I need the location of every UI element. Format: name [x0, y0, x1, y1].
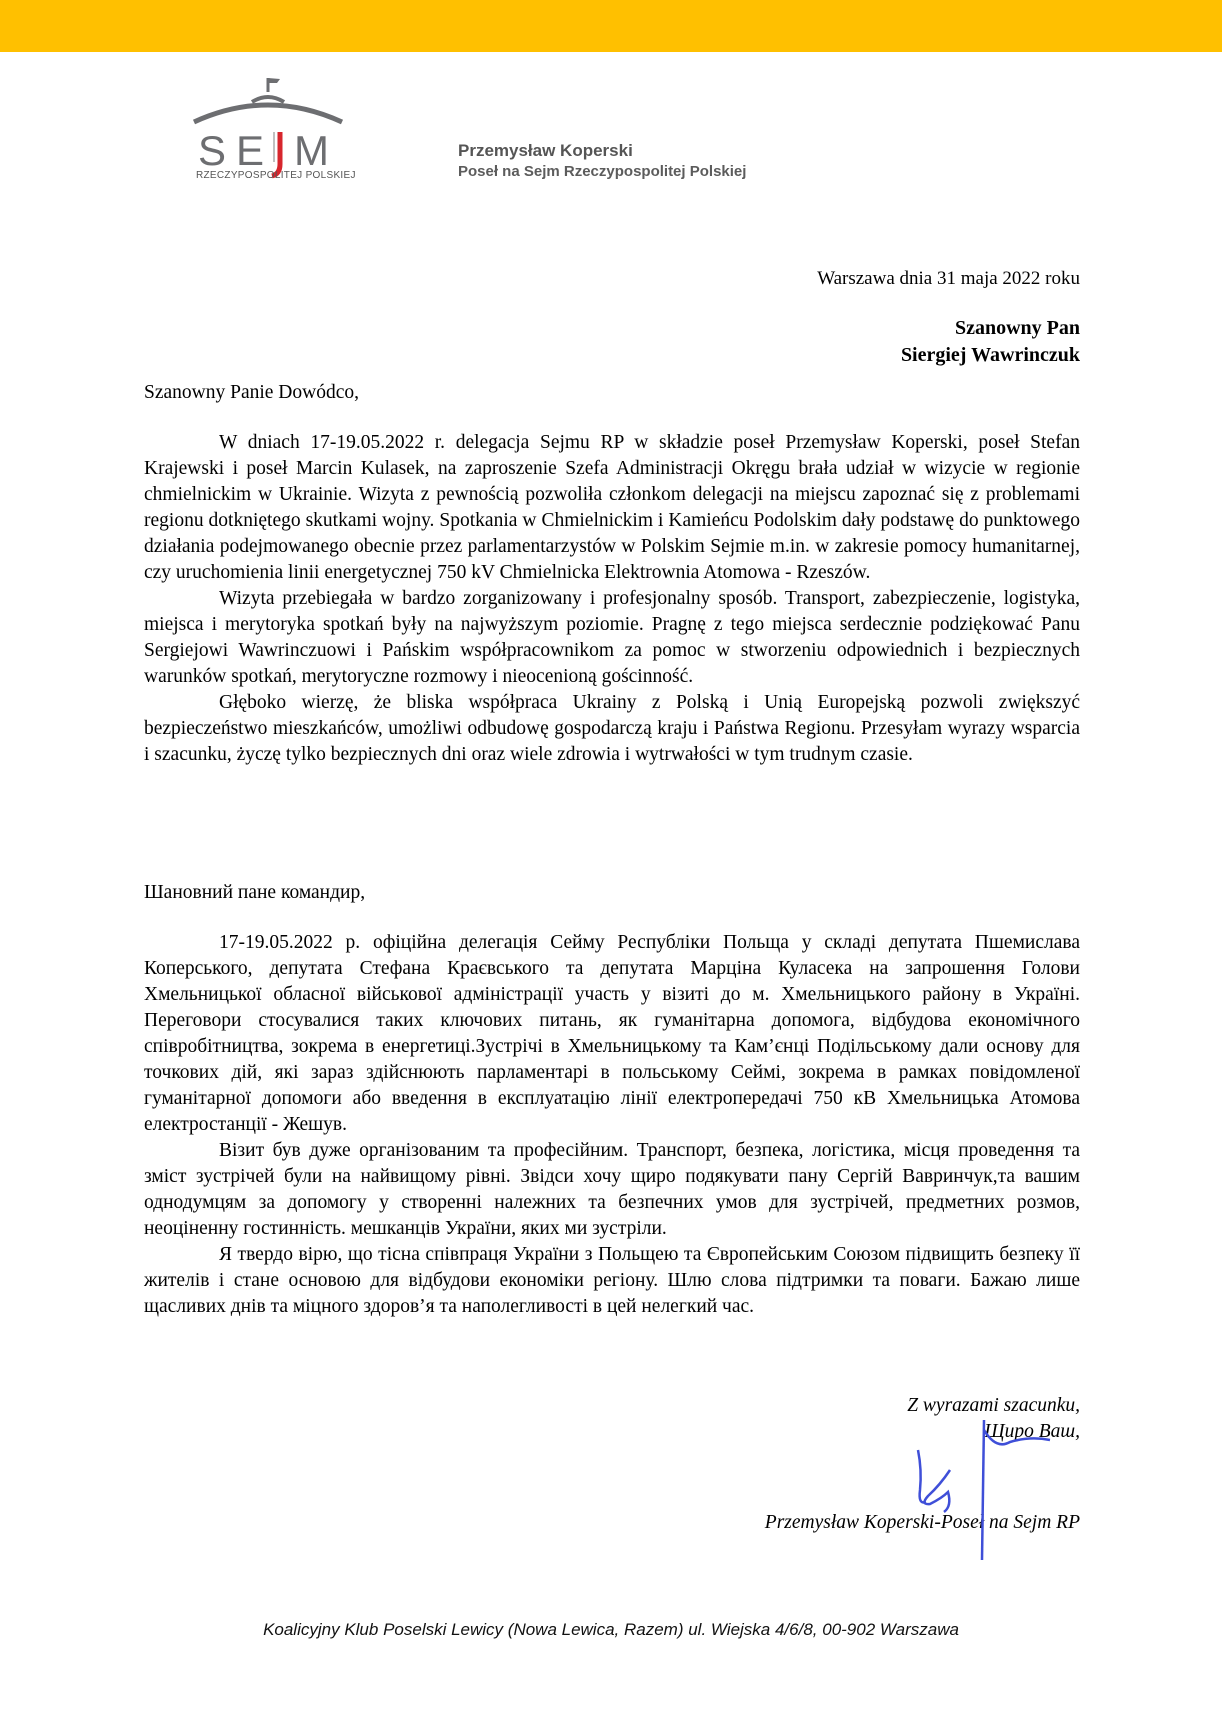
ukrainian-paragraph: Я твердо вірю, що тісна співпраця України з Польщею та Європейським Союзом підвищить безпеку її жителів і стане основою для відбудови економіки регіону. Шлю слова підтримки та поваги. Бажаю лише щасливих днів та міцного здоров’я та наполегливості в цей нелегкий час. [144, 1244, 1080, 1317]
handwritten-signature-icon [900, 1410, 1080, 1560]
sender-role: Poseł na Sejm Rzeczypospolitej Polskiej [458, 163, 747, 180]
sender-name: Przemysław Koperski [458, 141, 633, 160]
ukrainian-paragraph: 17-19.05.2022 р. офіційна делегація Сейму Республіки Польща у складі депутата Пшемислава Коперського, депутата Стефана Краєвського та депутата Марціна Куласека на запрошення Голови Хмельницької обласної військової адміністрації участь у візиті до м. Хмельницького району в Україні. Переговори стосувалися таких ключових питань, як гуманітарна допомога, відбудова економічного співробітництва, зокрема в енергетиці.Зустрічі в Хмельницькому та Кам’єнці Подільському дали основу для точкових дій, які зараз здійснюють парламентарі в польському Сеймі, зокрема в рамках повідомленої гуманітарної допомоги або введення в експлуатацію лінії електропередачі 750 кВ Хмельницька Атомова електростанції - Жешув. [144, 932, 1080, 1135]
polish-salutation: Szanowny Panie Dowódco, [144, 382, 360, 403]
recipient-line-2: Siergiej Wawrinczuk [900, 344, 1080, 366]
footer-address: Koalicyjny Klub Poselski Lewicy (Nowa Lewica, Razem) ul. Wiejska 4/6/8, 00-902 Warszawa [263, 1620, 959, 1639]
logo-caption: RZECZYPOSPOLITEJ POLSKIEJ [196, 170, 356, 181]
polish-body [144, 430, 1080, 768]
closing-polish: Z wyrazami szacunku, [907, 1395, 1080, 1416]
polish-paragraph: Głęboko wierzę, że bliska współpraca Ukrainy z Polską i Unią Europejską pozwoli zwiększyć bezpieczeństwo mieszkańców, umożliwi odbudowę gospodarczą kraju i Państwa Regionu. Przesyłam wyrazy wsparcia i szacunku, życzę tylko bezpiecznych dni oraz wiele zdrowia i wytrwałości w tym trudnym czasie. [144, 692, 1080, 765]
svg-text:M: M [294, 127, 329, 174]
top-color-band [0, 0, 1222, 52]
date-line: Warszawa dnia 31 maja 2022 roku [817, 268, 1080, 289]
recipient-block [901, 315, 1080, 369]
polish-paragraph: Wizyta przebiegała w bardzo zorganizowany i profesjonalny sposób. Transport, zabezpieczenie, logistyka, miejsca i merytoryka spotkań były na najwyższym poziomie. Pragnę z tego miejsca serdecznie podziękować Panu Sergiejowi Wawrinczuowi i Pańskim współpracownikom za pomoc w stworzeniu odpowiednich i bezpiecznych warunków spotkań, merytoryczne rozmowy i nieocenioną gościnność. [144, 588, 1080, 687]
ukrainian-body [144, 930, 1080, 1320]
ukrainian-paragraph: Візит був дуже організованим та професійним. Транспорт, безпека, логістика, місця проведення та зміст зустрічей були на найвищому рівні. Звідси хочу щиро подякувати пану Сергій Вавринчук,та вашим однодумцям за допомогу у створенні належних та безпечних умов для зустрічей, предметних розмов, неоціненну гостинність. мешканців України, яких ми зустріли. [144, 1140, 1080, 1239]
signoff-name: Przemysław Koperski-Poseł na Sejm RP [764, 1512, 1080, 1533]
polish-paragraph: W dniach 17-19.05.2022 r. delegacja Sejmu RP w składzie poseł Przemysław Koperski, poseł Stefan Krajewski i poseł Marcin Kulasek, na zaproszenie Szefa Administracji Okręgu brała udział w wizycie w regionie chmielnickim w Ukrainie. Wizyta z pewnością pozwoliła członkom delegacji na miejscu zapoznać się z problemami regionu dotkniętego skutkami wojny. Spotkania w Chmielnickim i Kamieńcu Podolskim dały podstawę do punktowego działania podejmowanego obecnie przez parlamentarzystów w Polskim Sejmie m.in. w zakresie pomocy humanitarnej, czy uruchomienia linii energetycznej 750 kV Chmielnicka Elektrownia Atomowa - Rzeszów. [144, 432, 1080, 583]
sender-block [458, 140, 746, 182]
ukrainian-salutation: Шановний пане командир, [144, 882, 366, 903]
svg-text:E: E [236, 127, 265, 174]
svg-text:S: S [198, 127, 227, 174]
recipient-line-1: Szanowny Pan [954, 317, 1080, 339]
closing-ukrainian: Щиро Ваш, [984, 1421, 1080, 1442]
